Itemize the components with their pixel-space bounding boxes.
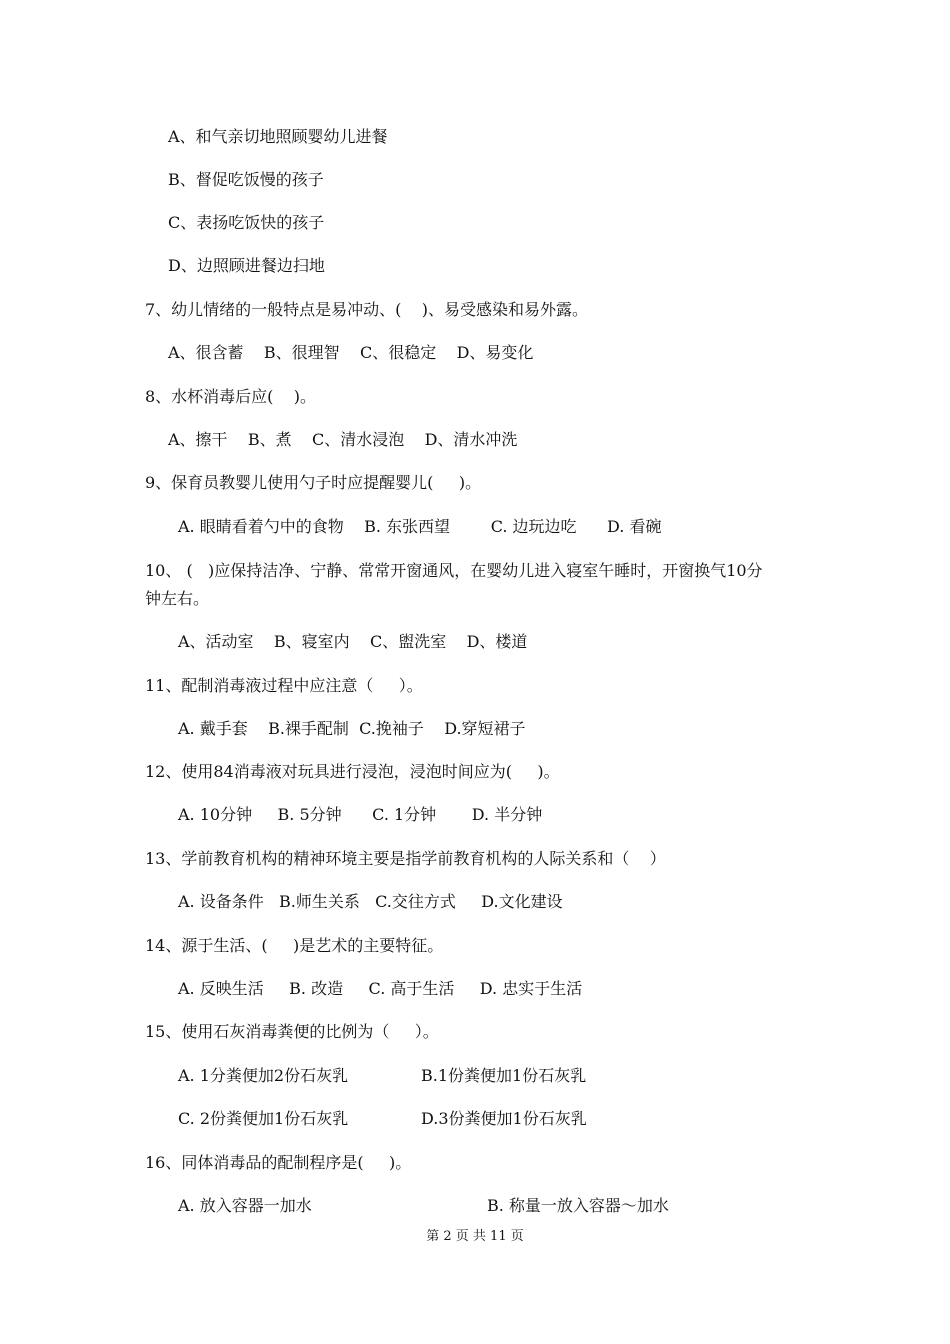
question-10-line-1: 10、 ( )应保持洁净、宁静、常常开窗通风，在婴幼儿进入寝室午睡时，开窗换气10分 <box>145 561 763 580</box>
question-11: 11、配制消毒液过程中应注意（ ）。 <box>145 676 423 695</box>
question-15-option-c: C. 2份粪便加1份石灰乳 <box>178 1109 349 1128</box>
q6-option-a: A、和气亲切地照顾婴幼儿进餐 <box>168 127 388 146</box>
question-14-options: A. 反映生活 B. 改造 C. 高于生活 D. 忠实于生活 <box>178 979 583 998</box>
question-13: 13、学前教育机构的精神环境主要是指学前教育机构的人际关系和（ ） <box>145 849 666 868</box>
question-12: 12、使用84消毒液对玩具进行浸泡，浸泡时间应为( )。 <box>145 762 560 781</box>
q6-option-c: C、表扬吃饭快的孩子 <box>168 213 325 232</box>
question-15-option-b: B.1份粪便加1份石灰乳 <box>421 1066 587 1085</box>
question-9-options: A. 眼睛看着勺中的食物 B. 东张西望 C. 边玩边吃 D. 看碗 <box>178 517 662 536</box>
question-12-options: A. 10分钟 B. 5分钟 C. 1分钟 D. 半分钟 <box>178 805 543 824</box>
question-8-options: A、擦干 B、煮 C、清水浸泡 D、清水冲洗 <box>168 430 518 449</box>
question-8: 8、水杯消毒后应( )。 <box>145 387 317 406</box>
question-7: 7、幼儿情绪的一般特点是易冲动、( )、易受感染和易外露。 <box>145 300 589 319</box>
question-16-option-b: B. 称量一放入容器～加水 <box>487 1196 669 1215</box>
question-15: 15、使用石灰消毒粪便的比例为（ ）。 <box>145 1022 439 1041</box>
question-16: 16、同体消毒品的配制程序是( )。 <box>145 1153 412 1172</box>
question-15-option-d: D.3份粪便加1份石灰乳 <box>421 1109 587 1128</box>
page-footer: 第 2 页 共 11 页 <box>426 1229 524 1244</box>
q6-option-b: B、督促吃饭慢的孩子 <box>168 170 324 189</box>
question-14: 14、源于生活、( )是艺术的主要特征。 <box>145 936 444 955</box>
question-15-option-a: A. 1分粪便加2份石灰乳 <box>178 1066 349 1085</box>
question-11-options: A. 戴手套 B.裸手配制 C.挽袖子 D.穿短裙子 <box>178 719 526 738</box>
question-7-options: A、很含蓄 B、很理智 C、很稳定 D、易变化 <box>168 343 534 362</box>
question-13-options: A. 设备条件 B.师生关系 C.交往方式 D.文化建设 <box>178 892 563 911</box>
question-9: 9、保育员教婴儿使用勺子时应提醒婴儿( )。 <box>145 473 482 492</box>
question-16-option-a: A. 放入容器一加水 <box>178 1196 312 1215</box>
question-10-line-2: 钟左右。 <box>145 589 210 608</box>
q6-option-d: D、边照顾进餐边扫地 <box>168 256 325 275</box>
question-10-options: A、活动室 B、寝室内 C、盥洗室 D、楼道 <box>178 632 528 651</box>
